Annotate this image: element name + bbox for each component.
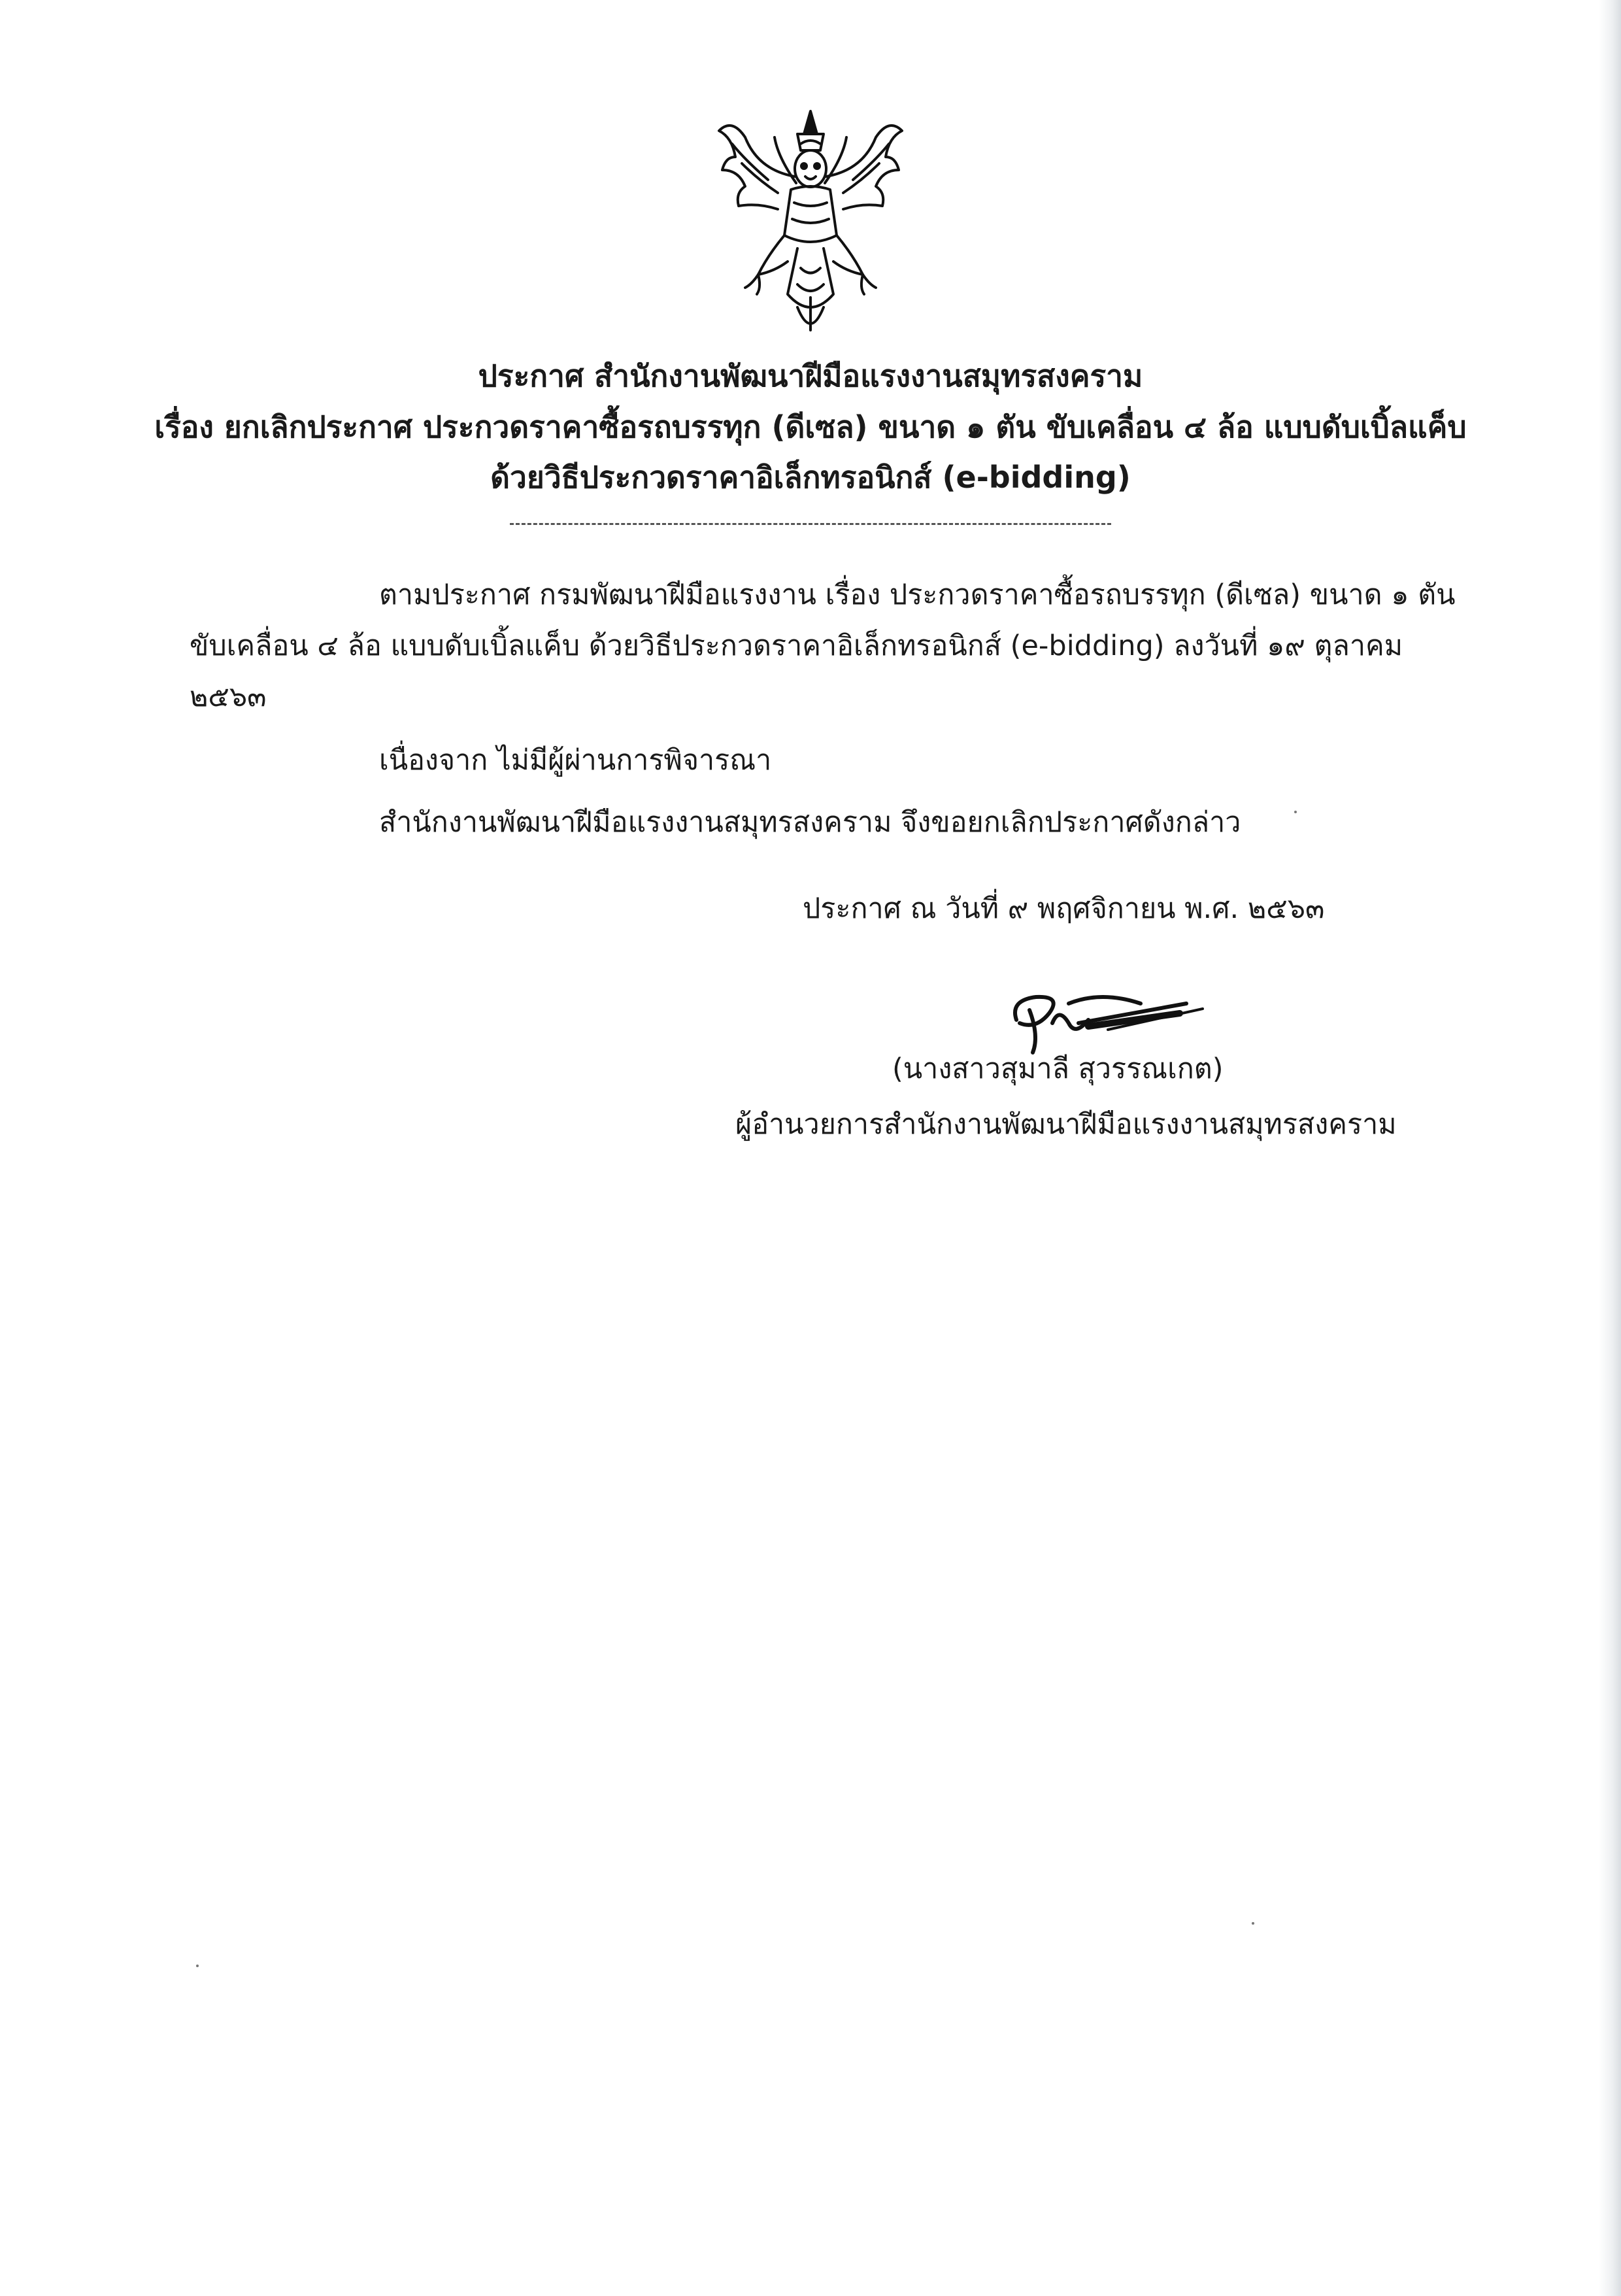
paragraph-reference-line2: ขับเคลื่อน ๔ ล้อ แบบดับเบิ้ลแค็บ ด้วยวิธีประกวดราคาอิเล็กทรอนิกส์ (e-bidding) ลงวันที่ ๑๙ ตุลาคม [190,630,1403,662]
signer-name: (นางสาวสุมาลี สุวรรณเกต) [892,1053,1224,1085]
heading-method: ด้วยวิธีประกวดราคาอิเล็กทรอนิกส์ (e-bidding) [490,460,1131,495]
garuda-emblem-icon [706,98,915,346]
handwritten-signature-icon [990,984,1212,1059]
scan-speck [1252,1922,1254,1925]
paragraph-reason: เนื่องจาก ไม่มีผู้ผ่านการพิจารณา [379,744,772,777]
announcement-date: ประกาศ ณ วันที่ ๙ พฤศจิกายน พ.ศ. ๒๕๖๓ [803,892,1325,925]
heading-divider [510,523,1111,525]
paragraph-reference-line3: ๒๕๖๓ [190,681,267,713]
paragraph-reference-line1: ตามประกาศ กรมพัฒนาฝีมือแรงงาน เรื่อง ประกวดราคาซื้อรถบรรทุก (ดีเซล) ขนาด ๑ ตัน [379,579,1456,611]
scan-speck [196,1965,199,1967]
heading-subject: เรื่อง ยกเลิกประกาศ ประกวดราคาซื้อรถบรรทุก (ดีเซล) ขนาด ๑ ตัน ขับเคลื่อน ๔ ล้อ แบบดับเบิ้ลแค็บ [154,409,1467,445]
page-edge-shadow [1599,0,1621,2296]
paragraph-cancellation: สำนักงานพัฒนาฝีมือแรงงานสมุทรสงคราม จึงขอยกเลิกประกาศดังกล่าว [379,806,1241,839]
heading-title: ประกาศ สำนักงานพัฒนาฝีมือแรงงานสมุทรสงคราม [478,358,1143,394]
scan-speck [1294,811,1297,813]
signer-position: ผู้อำนวยการสำนักงานพัฒนาฝีมือแรงงานสมุทรสงคราม [735,1108,1397,1141]
